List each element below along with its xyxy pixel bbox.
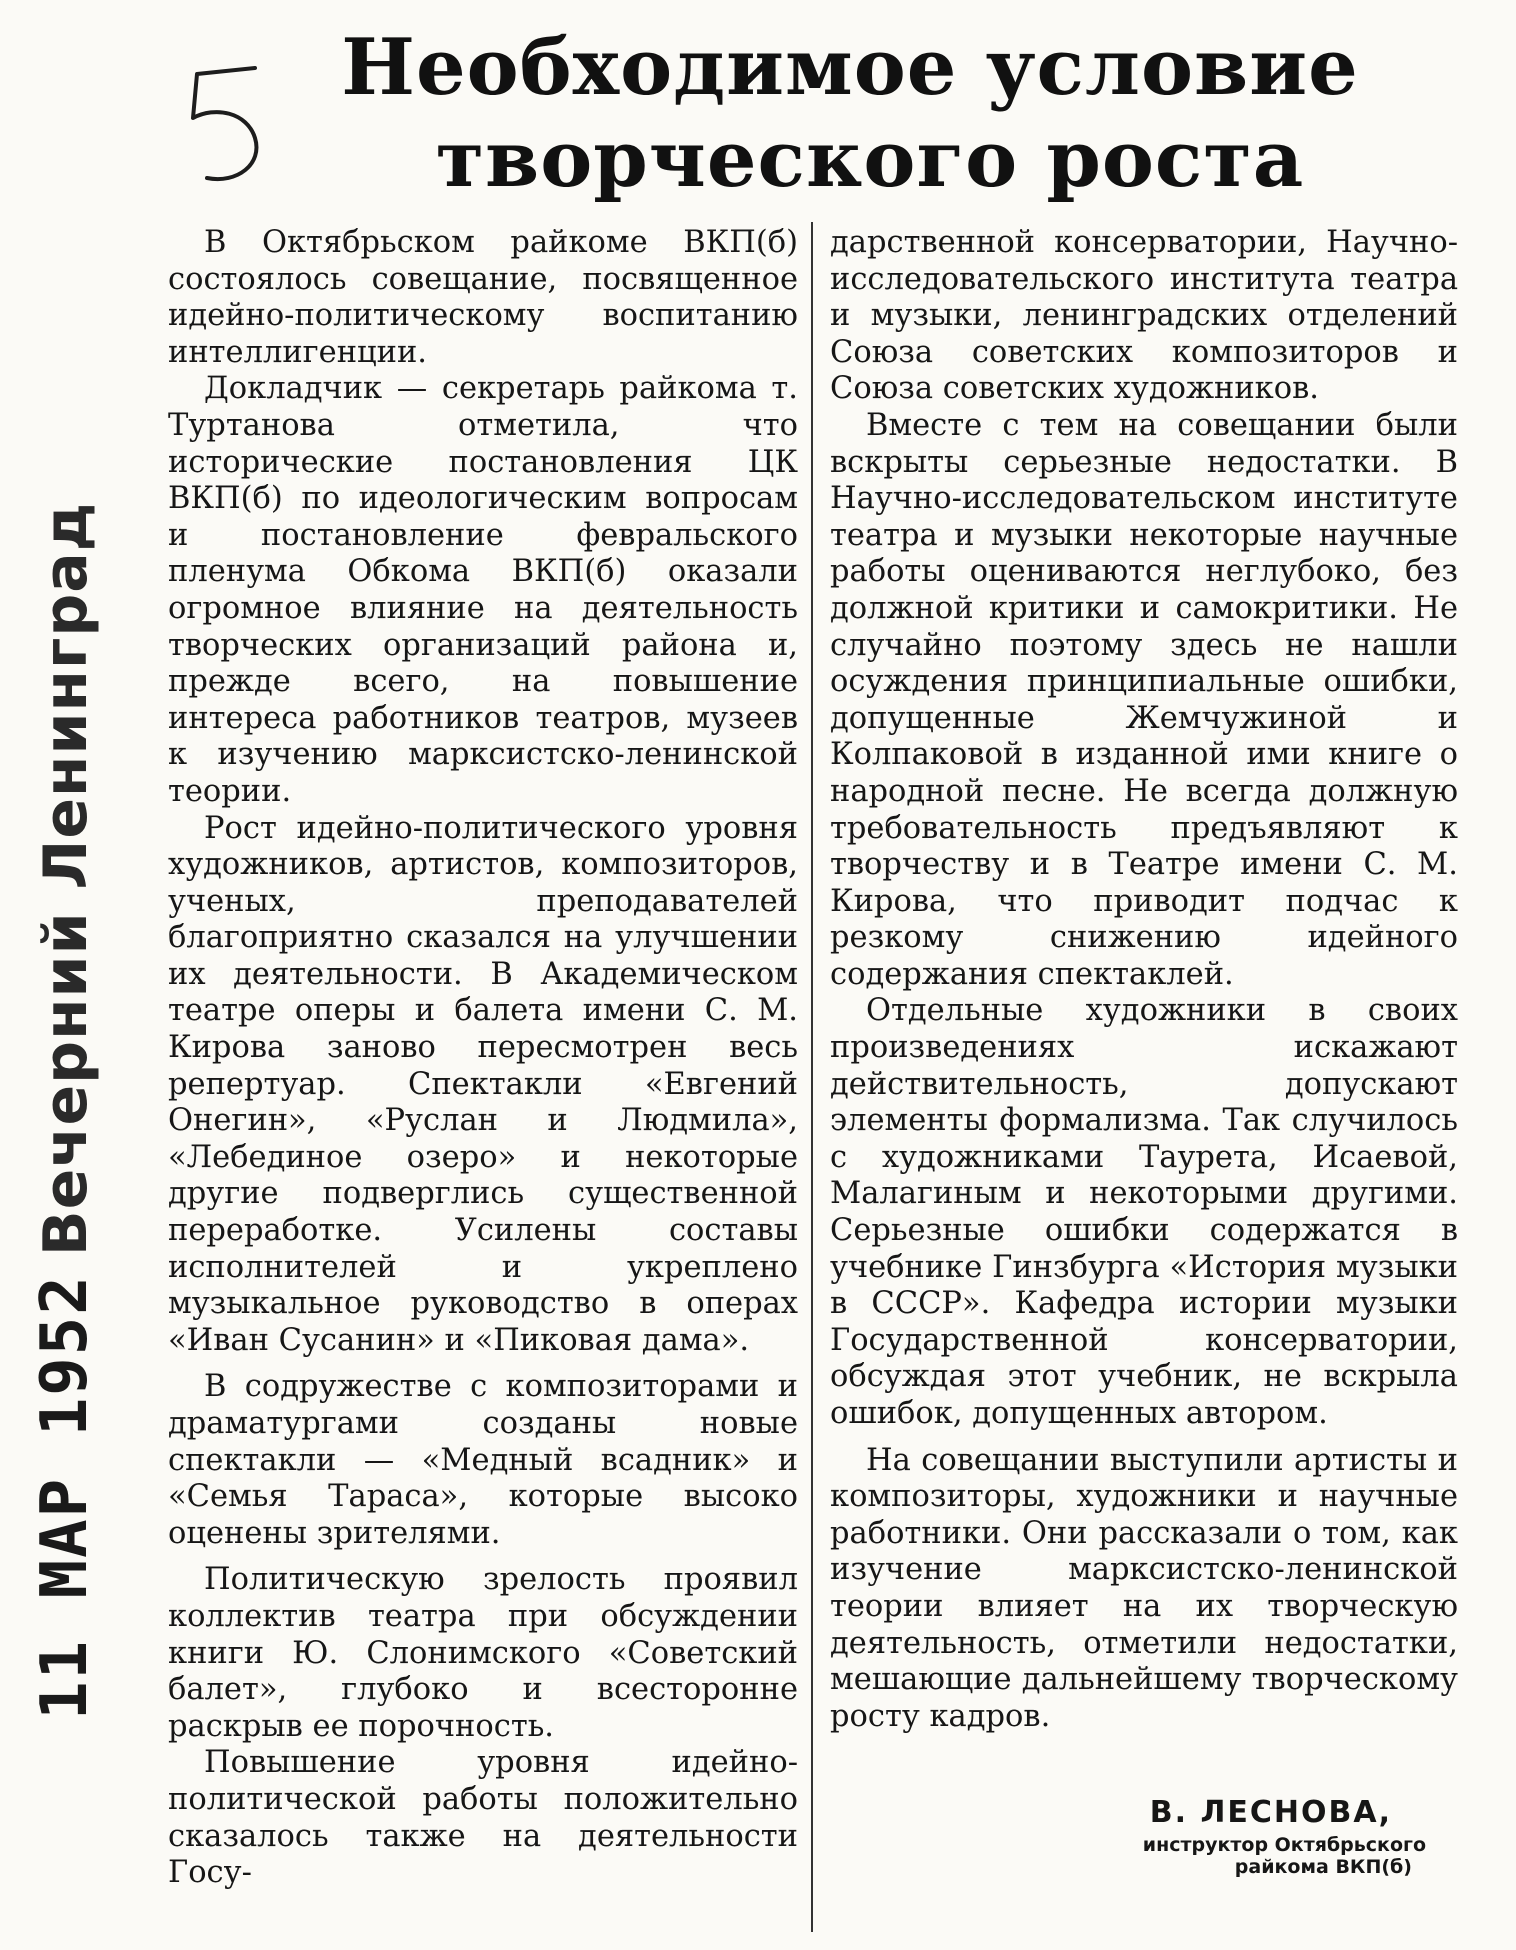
paragraph: дарственной консерватории, Научно-исследовательского института театра и музыки, ленинградских отделений Союза советских композиторов и Союза советских художников. [830, 225, 1458, 407]
paragraph: Отдельные художники в своих произведениях искажают действительность, допускают элементы формализма. Так случилось с художниками Таурета, Исаевой, Малагиным и некоторыми другими. Серьезные ошибки содержатся в учебнике Гинзбурга «История музыки в СССР». Кафедра истории музыки Государственной консерватории, обсуждая этот учебник, не вскрыла ошибок, допущенных автором. [830, 993, 1458, 1431]
date-stamp [28, 502, 102, 1720]
article-headline [330, 22, 1370, 206]
headline-line-1: Необходимое условие [341, 22, 1359, 113]
paragraph: Политическую зрелость проявил коллектив театра при обсуждении книги Ю. Слонимского «Советский балет», глубоко и всесторонне раскрыв ее порочность. [168, 1562, 798, 1744]
stamp-newspaper-name: Вечерний Ленинград [31, 501, 101, 1257]
headline-line-2: творческого роста [435, 114, 1305, 205]
paragraph: На совещании выступили артисты и композиторы, художники и научные работники. Они рассказали о том, как изучение марксистско-ленинской теории влияет на их творческую деятельность, отметили недостатки, мешающие дальнейшему творческому росту кадров. [830, 1442, 1458, 1734]
left-column [168, 225, 798, 1892]
author-signature [1143, 1795, 1426, 1878]
paragraph: Вместе с тем на совещании были вскрыты серьезные недостатки. В Научно-исследовательском институте театра и музыки некоторые научные работы оцениваются неглубоко, без должной критики и самокритики. Не случайно поэтому здесь не нашли осуждения принципиальные ошибки, допущенные Жемчужиной и Колпаковой в изданной ими книге о народной песне. Не всегда должную требовательность предъявляют к творчеству и в Театре имени С. М. Кирова, что приводит подчас к резкому снижению идейного содержания спектаклей. [830, 407, 1458, 992]
author-position-line-2: райкома ВКП(б) [1234, 1856, 1412, 1878]
right-column [830, 225, 1458, 1735]
paragraph: В Октябрьском райкоме ВКП(б) состоялось совещание, посвященное идейно-политическому воспитанию интеллигенции. [168, 225, 798, 370]
handwritten-mark-5 [185, 60, 275, 190]
author-position [1143, 1834, 1426, 1878]
author-position-line-1: инструктор Октябрьского [1142, 1834, 1426, 1856]
stamp-date: 11 МАР 1952 [28, 1274, 102, 1720]
paragraph: Докладчик — секретарь райкома т. Туртанова отметила, что исторические постановления ЦК ВКП(б) по идеологическим вопросам и постановление февральского пленума Обкома ВКП(б) оказали огромное влияние на деятельность творческих организаций района и, прежде всего, на повышение интереса работников театров, музеев к изучению марксистско-ленинской теории. [168, 371, 798, 809]
column-divider [811, 222, 813, 1932]
author-name: В. ЛЕСНОВА, [1149, 1795, 1392, 1830]
paragraph: Рост идейно-политического уровня художников, артистов, композиторов, ученых, преподавателей благоприятно сказался на улучшении их деятельности. В Академическом театре оперы и балета имени С. М. Кирова заново пересмотрен весь репертуар. Спектакли «Евгений Онегин», «Руслан и Людмила», «Лебединое озеро» и некоторые другие подверглись существенной переработке. Усилены составы исполнителей и укреплено музыкальное руководство в операх «Иван Сусанин» и «Пиковая дама». [168, 810, 798, 1358]
paragraph: В содружестве с композиторами и драматургами созданы новые спектакли — «Медный всадник» и «Семья Тараса», которые высоко оценены зрителями. [168, 1369, 798, 1551]
paragraph: Повышение уровня идейно-политической работы положительно сказалось также на деятельности Госу- [168, 1745, 798, 1891]
